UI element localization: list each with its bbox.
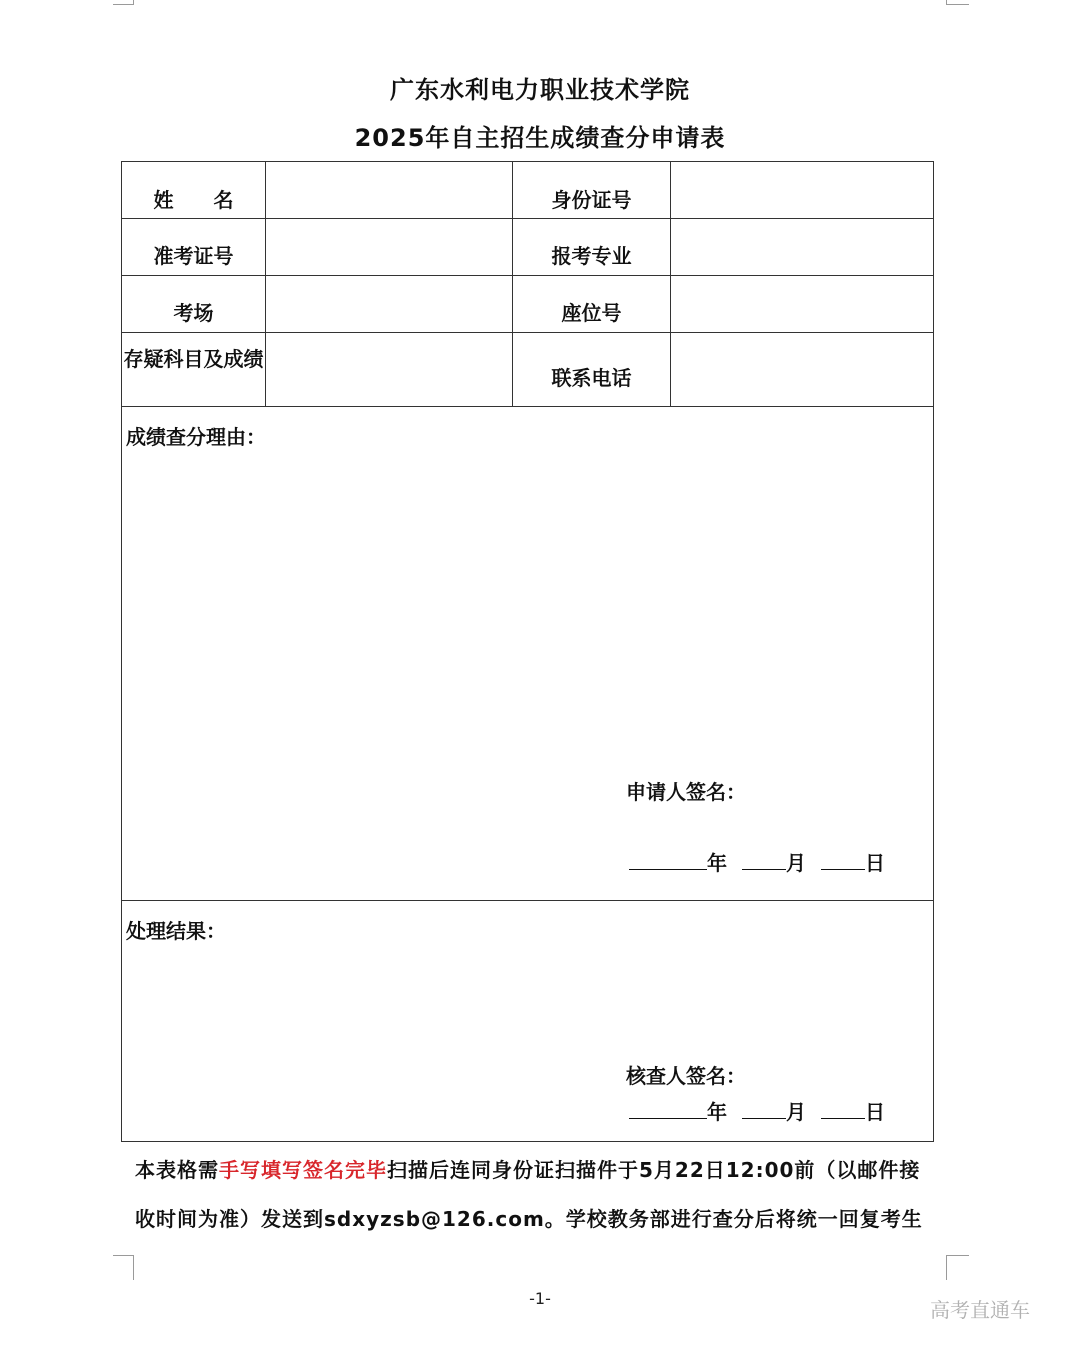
note-highlight: 手写填写签名完毕: [219, 1158, 387, 1182]
note-part-2: 扫描后连同身份证扫描件于5月22日12:00前（以邮件接: [387, 1158, 921, 1182]
label-name: 姓 名: [153, 188, 234, 212]
label-disputed-subject: 存疑科目及成绩: [123, 347, 264, 371]
checker-date: [629, 1096, 885, 1125]
crop-mark-top-right: [946, 0, 969, 5]
crop-mark-bottom-right: [946, 1255, 969, 1280]
day-unit: 日: [864, 1100, 885, 1124]
label-admission-ticket: 准考证号: [153, 244, 234, 268]
institution-title: 广东水利电力职业技术学院: [390, 76, 690, 104]
month-blank[interactable]: [742, 851, 786, 870]
crop-mark-top-left: [113, 0, 134, 5]
day-blank[interactable]: [821, 1100, 865, 1119]
phone-field[interactable]: [671, 333, 933, 406]
checker-sign-label: 核查人签名：: [626, 1064, 746, 1088]
label-seat-number: 座位号: [561, 301, 622, 325]
row-divider: [122, 900, 933, 901]
applicant-sign-label: 申请人签名：: [626, 780, 746, 804]
month-blank[interactable]: [742, 1100, 786, 1119]
exam-room-field[interactable]: [266, 276, 512, 332]
watermark: 高考直通车: [930, 1298, 1030, 1322]
year-blank[interactable]: [629, 851, 707, 870]
row-divider: [122, 406, 933, 407]
label-major: 报考专业: [551, 244, 632, 268]
major-field[interactable]: [671, 219, 933, 275]
admission-ticket-field[interactable]: [266, 219, 512, 275]
application-form-table: [121, 161, 934, 1142]
year-blank[interactable]: [629, 1100, 707, 1119]
page-number: -1-: [529, 1289, 551, 1308]
year-unit: 年: [707, 1100, 727, 1124]
label-exam-room: 考场: [173, 301, 214, 325]
label-phone: 联系电话: [551, 366, 632, 390]
disputed-subject-field[interactable]: [266, 333, 512, 406]
result-field[interactable]: [126, 946, 926, 1056]
applicant-date: [629, 847, 885, 876]
month-unit: 月: [785, 1100, 806, 1124]
month-unit: 月: [785, 851, 806, 875]
note-part-1: 本表格需: [135, 1158, 219, 1182]
seat-number-field[interactable]: [671, 276, 933, 332]
instruction-note-line-1: [135, 1154, 955, 1183]
day-unit: 日: [864, 851, 885, 875]
name-field[interactable]: [266, 163, 512, 218]
result-title: 处理结果：: [126, 919, 226, 943]
label-id-number: 身份证号: [551, 188, 632, 212]
id-number-field[interactable]: [671, 163, 933, 218]
year-unit: 年: [707, 851, 727, 875]
day-blank[interactable]: [821, 851, 865, 870]
form-title: 2025年自主招生成绩查分申请表: [354, 124, 726, 152]
crop-mark-bottom-left: [113, 1255, 134, 1280]
reason-field[interactable]: [126, 452, 926, 772]
reason-title: 成绩查分理由：: [126, 425, 266, 449]
instruction-note-line-2: 收时间为准）发送到sdxyzsb@126.com。学校教务部进行查分后将统一回复考生: [135, 1207, 923, 1231]
